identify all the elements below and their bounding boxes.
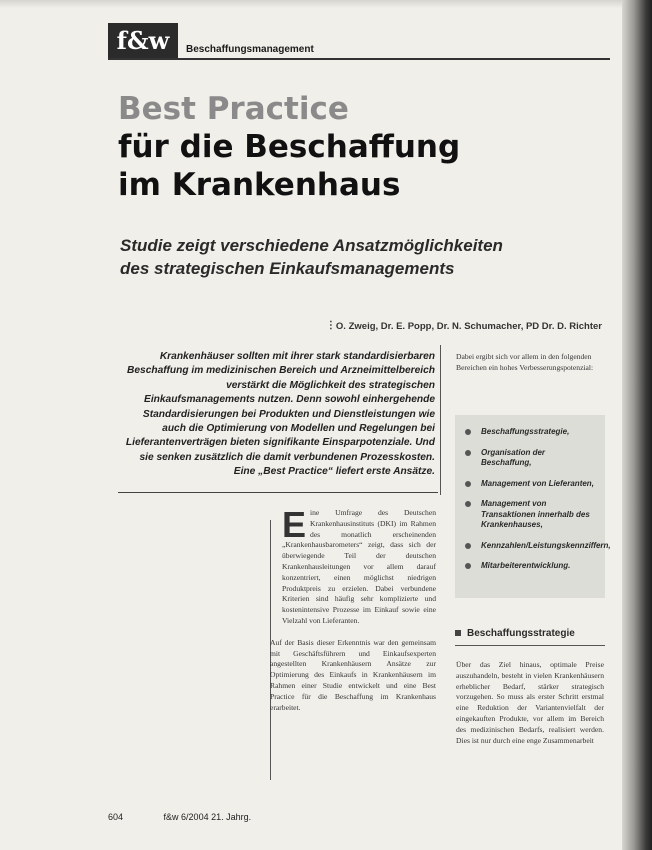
scan-shadow-edge: [622, 0, 652, 850]
section-label: Beschaffungsmanagement: [186, 44, 314, 55]
lead-paragraph: Krankenhäuser sollten mit ihrer stark standardisierbaren Beschaffung im medizinischen Bereich und Arzneimittelbereich verstärkt die Möglichkeit des strategischen Einkaufsmanagements nutzen. Denn sowohl einhergehende Standardisierungen bei Produkten und Dienstleistungen wie auch die Optimierung von Modellen und Regelungen bei Lieferantenverträgen bieten signifikante Einsparpotenziale. Und sie senken zusätzlich die damit verbundenen Prozesskosten. Eine „Best Practice“ liefert erste Ansätze.: [125, 351, 435, 478]
author-line: [325, 320, 602, 332]
bullet-icon: [465, 429, 471, 435]
author-marker-icon: ⋮: [325, 320, 336, 331]
list-item: Kennzahlen/Leistungskennziffern,: [463, 541, 597, 552]
body-column-middle: [270, 504, 436, 724]
title-line-3: im Krankenhaus: [118, 167, 401, 203]
header-rule: [108, 58, 610, 60]
focus-areas-list: [455, 415, 611, 572]
drop-cap: E: [282, 504, 307, 545]
list-item: Mitarbeiterentwicklung.: [463, 561, 597, 572]
section-rule: [455, 645, 605, 646]
title-line-1: Best Practice: [118, 91, 349, 127]
section-heading: Beschaffungsstrategie: [455, 628, 575, 639]
list-item: Management von Transaktionen innerhalb des Krankenhauses,: [463, 499, 597, 531]
bullet-icon: [465, 481, 471, 487]
margin-mark: [440, 345, 441, 495]
lead-rule: [118, 492, 438, 493]
journal-citation: f&w 6/2004 21. Jahrg.: [163, 812, 252, 822]
body-intro-right: Dabei ergibt sich vor allem in den folgenden Bereichen ein hohes Verbesserungspotenzial:: [456, 352, 594, 372]
title-line-2: für die Beschaffung: [118, 129, 461, 165]
subtitle-line-1: Studie zeigt verschiedene Ansatzmöglichkeiten: [120, 236, 503, 255]
subtitle-line-2: des strategischen Einkaufsmanagements: [120, 259, 455, 278]
body-paragraph-1: [282, 504, 436, 627]
article-subtitle: [120, 234, 503, 280]
body-paragraph-2: Auf der Basis dieser Erkenntnis war den gemeinsam mit Geschäftsführern und Einkaufsexperten angestellten Krankenhäusern Ansätze zur Optimierung des Einkaufs in Krankenhäusern im Rahmen einer Studie entwickelt und eine Best Practice für die Beschaffung im Krankenhaus erarbeitet.: [270, 637, 436, 712]
body-paragraph-1-text: ine Umfrage des Deutschen Krankenhausinstituts (DKI) im Rahmen des monatlich erscheinenden „Krankenhausbarometers“ zeigt, dass sich der überwiegende Teil der deutschen Krankenhausleitungen vor allem darauf konzentriert, einen möglichst niedrigen Produktpreis zu erzielen. Dabei verbundene Kriterien sind häufig sehr komplizierte und kostenintensive Prozesse im Einkauf sowie eine Vielzahl von Lieferanten.: [282, 508, 436, 625]
list-item: Management von Lieferanten,: [463, 479, 597, 490]
list-item: Beschaffungsstrategie,: [463, 427, 597, 438]
section-body: Über das Ziel hinaus, optimale Preise auszuhandeln, besteht in vielen Krankenhäusern erheblicher Bedarf, stärker strategisch vorzugehen. So muss als erster Schritt erstmal eine Reduktion der Variantenvielfalt der eingekauften Produkte, vor allem im Bereich des medizinischen Bedarfs, realisiert werden. Dies ist nur durch eine enge Zusammenarbeit: [456, 660, 604, 745]
square-bullet-icon: [455, 630, 461, 636]
page-number: 604: [108, 812, 124, 822]
list-item: Organisation der Beschaffung,: [463, 448, 597, 469]
article-title: [118, 90, 460, 204]
focus-areas-box: [455, 415, 611, 598]
bullet-icon: [465, 450, 471, 456]
scan-shadow-top: [0, 0, 652, 8]
bullet-icon: [465, 501, 471, 507]
page-footer: [108, 812, 251, 822]
bullet-icon: [465, 543, 471, 549]
author-names: O. Zweig, Dr. E. Popp, Dr. N. Schumacher, PD Dr. D. Richter: [335, 321, 602, 332]
bullet-icon: [465, 563, 471, 569]
journal-logo: f&w: [108, 23, 178, 58]
